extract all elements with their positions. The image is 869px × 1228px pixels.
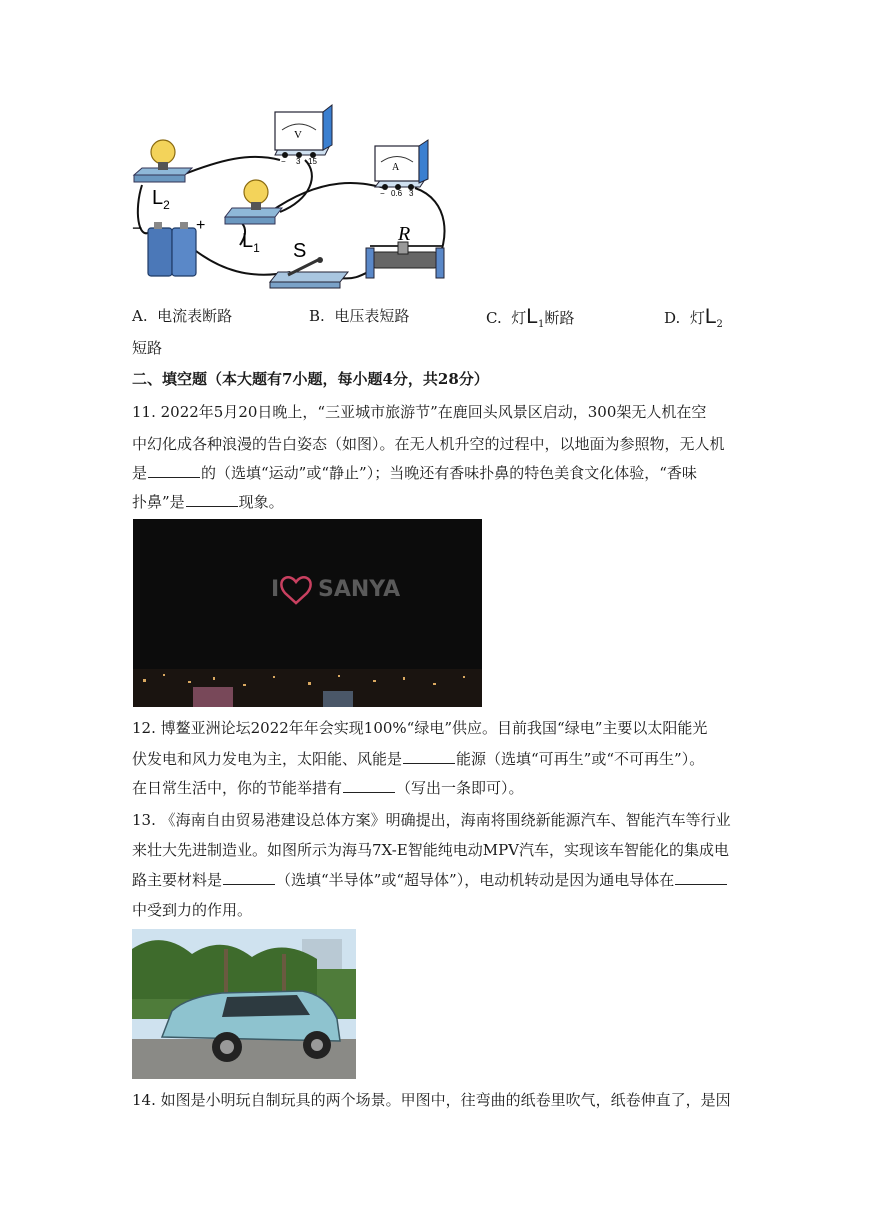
answer-blank[interactable] [403, 749, 455, 764]
voltmeter-terminal: − [281, 157, 286, 166]
voltmeter-terminal: 3 [296, 157, 301, 166]
lamp-l1 [225, 180, 282, 224]
resistor-label: R [398, 223, 411, 245]
answer-options [132, 305, 732, 329]
voltmeter [275, 105, 332, 158]
option-c[interactable]: C. 灯$L_1$断路 [486, 305, 575, 330]
drone-text: SANYA [318, 577, 401, 602]
q13-line-2: 来壮大先进制造业。如图所示为海马7X-E智能纯电动MPV汽车，实现该车智能化的集成电 [132, 841, 729, 859]
switch-label: S [293, 240, 307, 262]
svg-text:I: I [271, 577, 280, 602]
option-b[interactable]: B. 电压表短路 [309, 307, 410, 325]
ammeter-terminal: − [380, 189, 385, 198]
q12-line-1: 12. 博鳌亚洲论坛2022年年会实现100%“绿电”供应。目前我国“绿电”主要以太阳能光 [132, 719, 708, 737]
ev-car-photo [132, 929, 356, 1079]
q11-line-2: 中幻化成各种浪漫的告白姿态（如图）。在无人机升空的过程中，以地面为参照物，无人机 [132, 435, 725, 453]
q13-line-4: 中受到力的作用。 [132, 901, 253, 919]
answer-blank[interactable] [148, 463, 200, 478]
ammeter-terminal: 0.6 [391, 189, 403, 198]
ammeter-terminal: 3 [409, 189, 414, 198]
q11-line-4: 扑鼻”是 现象。 [132, 493, 284, 511]
section-title: 二、填空题（本大题有7小题，每小题4分，共28分） [132, 370, 489, 388]
q11-line-1: 11. 2022年5月20日晚上，“三亚城市旅游节”在鹿回头风景区启动，300架无人机在空 [132, 403, 707, 421]
q12-line-2: 伏发电和风力发电为主，太阳能、风能是 能源（选填“可再生”或“不可再生”）。 [132, 750, 705, 768]
option-d-wrap: 短路 [132, 339, 163, 357]
ammeter [375, 140, 428, 190]
drone-show-photo [133, 519, 482, 707]
option-d[interactable]: D. 灯$L_2$ [664, 305, 723, 330]
answer-blank[interactable] [343, 778, 395, 793]
q11-line-3: 是 的（选填“运动”或“静止”）；当晚还有香味扑鼻的特色美食文化体验，“香味 [132, 464, 697, 482]
l2-label: $L_2$ [152, 187, 170, 212]
rheostat-r [366, 242, 444, 278]
q13-line-3: 路主要材料是 （选填“半导体”或“超导体”），电动机转动是因为通电导体在 [132, 870, 728, 890]
ammeter-letter: A [392, 162, 400, 173]
option-a[interactable]: A. 电流表断路 [132, 307, 233, 325]
answer-blank[interactable] [186, 492, 238, 507]
battery-plus-label: + [196, 217, 206, 234]
q14-line-1: 14. 如图是小明玩自制玩具的两个场景。甲图中，往弯曲的纸卷里吹气，纸卷伸直了，是因 [132, 1091, 731, 1109]
l1-label: $L_1$ [242, 230, 260, 255]
lamp-l2 [134, 140, 192, 182]
answer-blank[interactable] [675, 870, 727, 885]
answer-blank[interactable] [223, 870, 275, 885]
circuit-diagram [130, 100, 460, 295]
voltmeter-letter: V [294, 129, 302, 141]
q13-line-1: 13. 《海南自由贸易港建设总体方案》明确提出，海南将围绕新能源汽车、智能汽车等行业 [132, 811, 731, 829]
voltmeter-terminal: 15 [308, 157, 317, 166]
battery-minus-label: − [132, 218, 143, 238]
switch-s [270, 257, 348, 288]
battery [148, 222, 196, 276]
q12-line-3: 在日常生活中，你的节能举措有 （写出一条即可）。 [132, 779, 524, 797]
